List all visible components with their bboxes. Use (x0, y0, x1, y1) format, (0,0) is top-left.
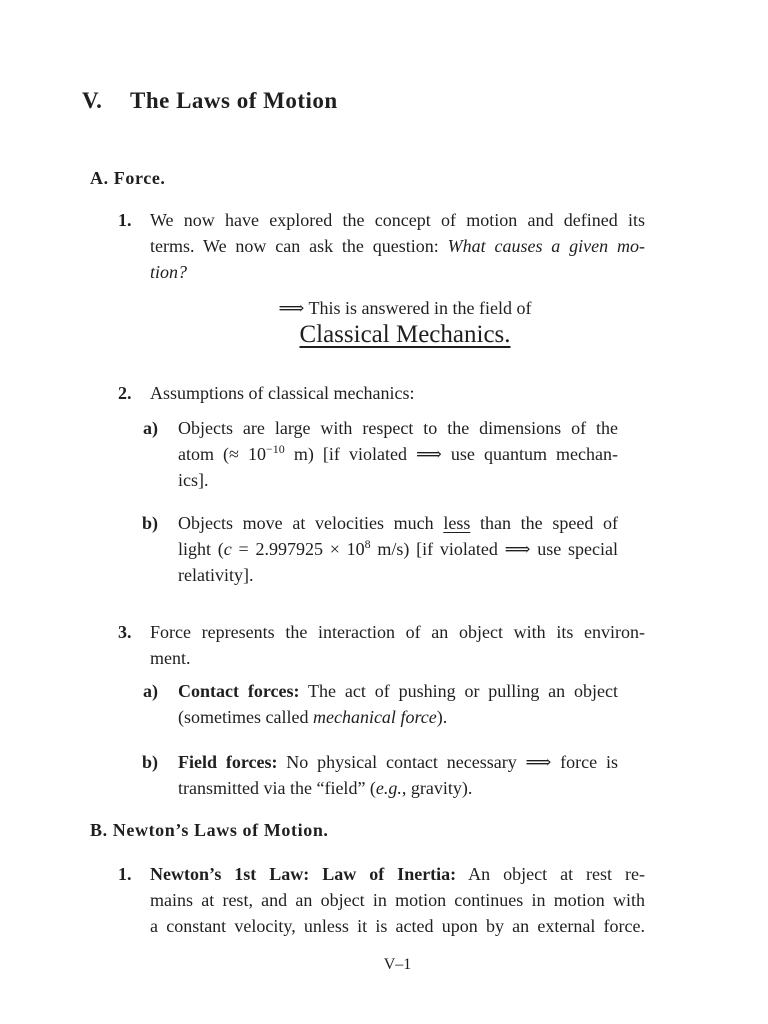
text-line (178, 562, 618, 588)
text-segment: m) [if violated ⟹ use quantum mechan- (284, 444, 619, 464)
text-segment: Assumptions of classical mechanics: (150, 383, 415, 403)
text-line (150, 259, 645, 285)
text-segment: ics]. (178, 470, 209, 490)
field-name (150, 320, 660, 350)
text-segment: No physical contact necessary ⟹ force is (277, 752, 618, 772)
text-segment: transmitted via the “field” ( (178, 778, 376, 798)
italic-question: What causes a given mo- (447, 236, 645, 256)
text-segment: a constant velocity, unless it is acted upon by an external force. (150, 916, 645, 936)
text-line (150, 233, 645, 259)
text-segment: Objects move at velocities much (178, 513, 444, 533)
subitem-text (178, 678, 618, 730)
answer-line: ⟹ This is answered in the field of (278, 298, 532, 318)
text-line (178, 510, 618, 536)
subitem-text (178, 749, 618, 801)
text-segment: Objects are large with respect to the dimensions of the (178, 418, 618, 438)
text-line (178, 467, 618, 493)
superscript-exponent: −10 (266, 442, 285, 456)
item-number: 1. (118, 210, 132, 230)
text-line (150, 861, 645, 887)
text-line (150, 645, 645, 671)
text-segment: light ( (178, 539, 224, 559)
text-line (178, 678, 618, 704)
text-segment: atom (≈ 10 (178, 444, 267, 464)
chapter-number: V. (82, 88, 103, 113)
underlined-word: less (443, 513, 471, 533)
item-number: 3. (118, 622, 132, 642)
item-number: 1. (118, 864, 132, 884)
text-segment: m/s) [if violated ⟹ use special (370, 539, 618, 559)
text-segment: (sometimes called (178, 707, 313, 727)
text-line (178, 775, 618, 801)
text-segment: relativity]. (178, 565, 254, 585)
item-text (150, 380, 645, 406)
bold-term: Contact forces: (178, 681, 300, 701)
superscript-exponent: 8 (364, 537, 371, 551)
text-segment: We now have explored the concept of motion and defined its (150, 210, 645, 230)
item-text (150, 207, 645, 285)
text-line (150, 619, 645, 645)
text-segment: , gravity). (401, 778, 473, 798)
text-segment: The act of pushing or pulling an object (299, 681, 619, 701)
bold-term: Field forces: (178, 752, 278, 772)
text-segment: Force represents the interaction of an object with its environ- (150, 622, 645, 642)
text-segment: mains at rest, and an object in motion continues in motion with (150, 890, 645, 910)
item-number: 2. (118, 383, 132, 403)
math-variable: c (223, 539, 232, 559)
text-segment: terms. We now can ask the question: (150, 236, 448, 256)
item-text (150, 861, 645, 939)
text-line (150, 913, 645, 939)
section-heading-newtons-laws: B. Newton’s Laws of Motion. (90, 820, 329, 840)
text-segment: An object at rest re- (456, 864, 645, 884)
underlined-field-name: Classical Mechanics. (299, 321, 511, 348)
text-line (150, 207, 645, 233)
text-segment: = 2.997925 × 10 (231, 539, 365, 559)
text-segment: ment. (150, 648, 191, 668)
italic-term: e.g. (375, 778, 402, 798)
subitem-label: b) (142, 752, 159, 772)
chapter-title: The Laws of Motion (130, 88, 338, 113)
section-heading-force: A. Force. (90, 168, 166, 188)
italic-question: tion? (150, 262, 188, 282)
subitem-text (178, 415, 618, 493)
subitem-label: a) (143, 418, 158, 438)
text-line (178, 415, 618, 441)
text-segment: ). (436, 707, 448, 727)
page-number: V–1 (383, 956, 412, 973)
subitem-text (178, 510, 618, 588)
text-line (178, 441, 618, 467)
text-line (150, 887, 645, 913)
item-text (150, 619, 645, 671)
text-line (150, 380, 645, 406)
subitem-label: b) (142, 513, 159, 533)
text-line (178, 749, 618, 775)
subitem-label: a) (143, 681, 158, 701)
italic-term: mechanical force (312, 707, 437, 727)
text-line (178, 536, 618, 562)
bold-term: Newton’s 1st Law: Law of Inertia: (150, 864, 457, 884)
text-line (178, 704, 618, 730)
text-segment: than the speed of (470, 513, 618, 533)
